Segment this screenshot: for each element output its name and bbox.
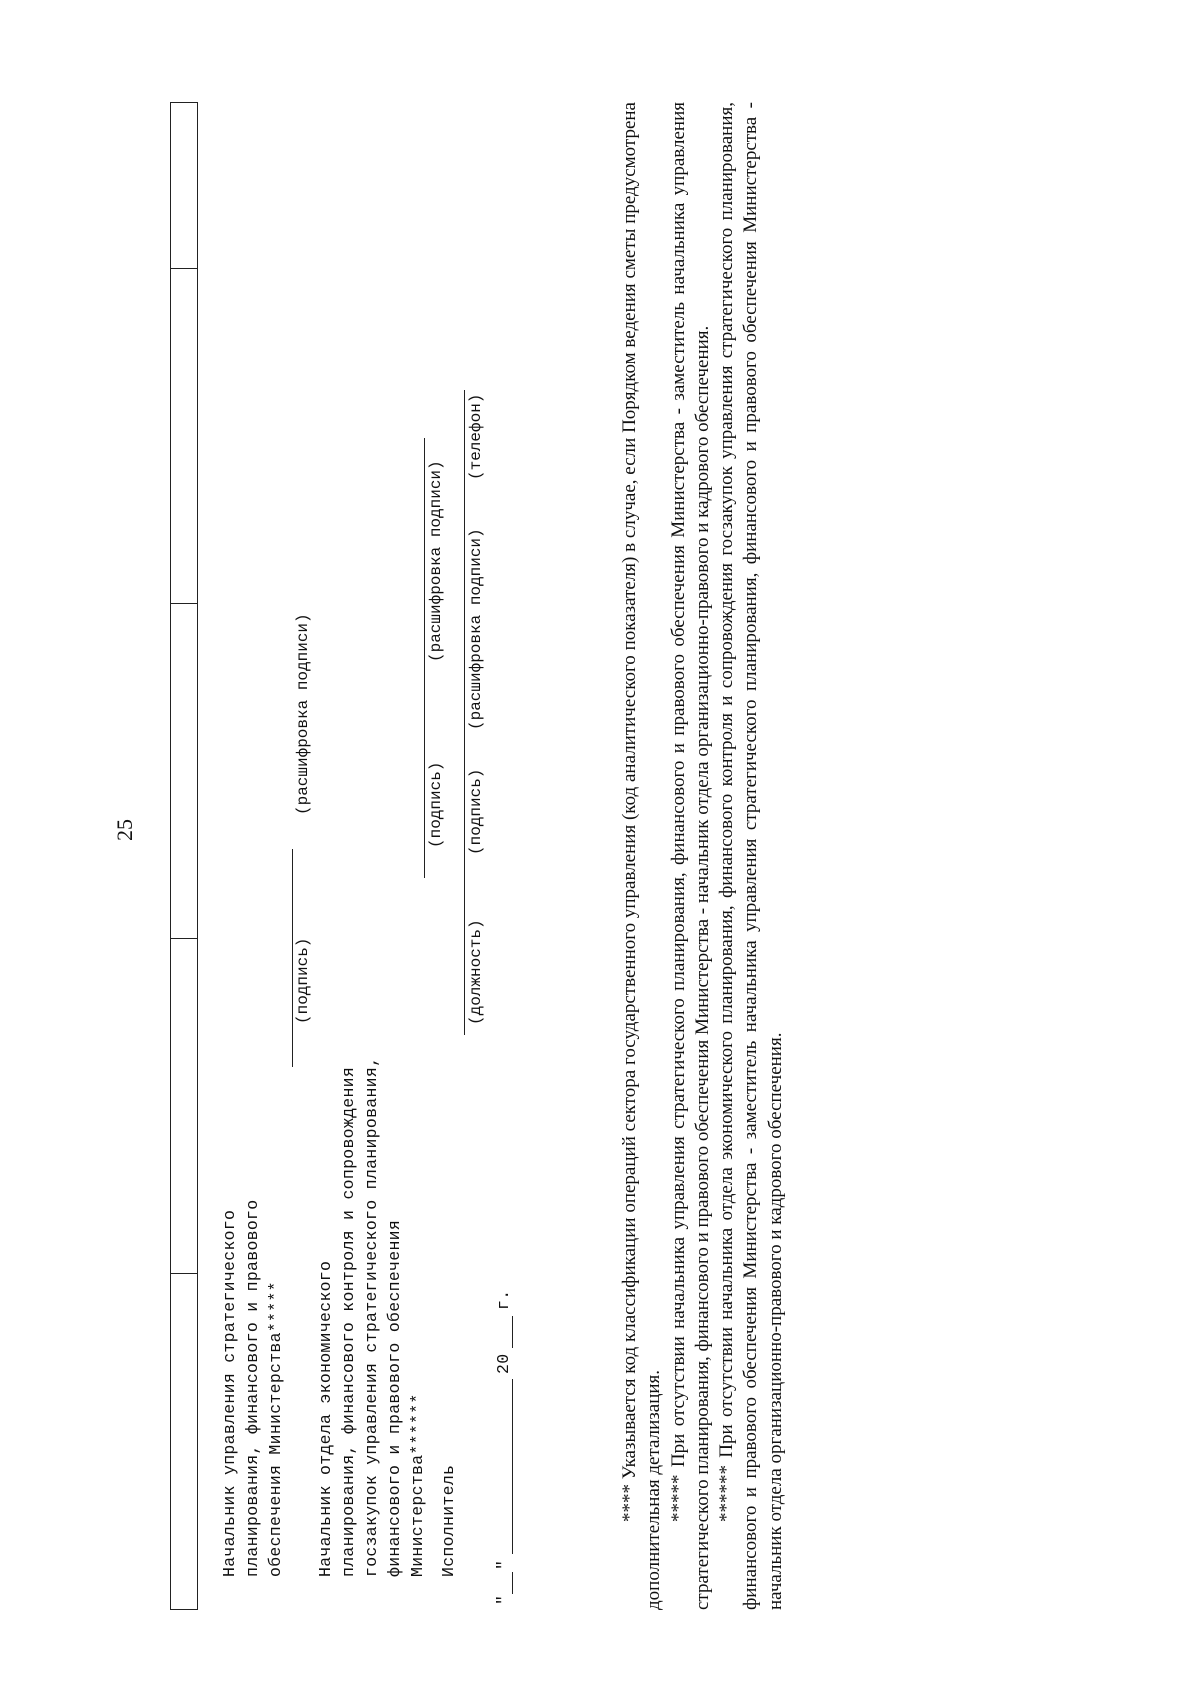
date-quote-open: " (494, 1594, 513, 1605)
table-column-divider (171, 603, 197, 604)
signature-caption: (подпись) (294, 937, 312, 1024)
signature-title-line: планирования, финансового и правового (243, 1199, 262, 1577)
signature-line (292, 849, 293, 1067)
position-caption: (должность) (467, 919, 485, 1025)
phone-line (464, 390, 465, 487)
signature-block-head-of-department (218, 1200, 287, 1577)
executor-decoding-caption: (расшифровка подписи) (467, 528, 485, 730)
signature-title-line: Начальник управления стратегического (220, 1209, 239, 1577)
decoding-caption: (расшифровка подписи) (294, 613, 312, 815)
executor-decoding-line (464, 487, 465, 742)
signature-caption: (подпись) (427, 761, 445, 848)
executor-label: Исполнитель (439, 1464, 458, 1577)
table-strip (170, 102, 198, 1610)
year-prefix: 20 (494, 1353, 513, 1374)
footnote-5-stars: ***** При отсутствии начальника управления стратегического планирования, финансового и правового обеспечения Министерства - заместитель начальника управления стратегического планирования, финансового и правового обеспечения Министерства - начальник отдела организационно-правового и кадрового обеспечения. (667, 102, 713, 1610)
date-line (488, 1190, 518, 1610)
position-line (464, 872, 465, 1035)
page-number: 25 (112, 819, 137, 841)
footnote-6-stars: ****** При отсутствии начальника отдела экономического планирования, финансового контроля и сопровождения госзакупок управления стратегического планирования, финансового и правового обеспечения Министерства - заместитель начальника управления стратегического планирования, финансового и правового обеспечения Министерства - начальник отдела организационно-правового и кадрового обеспечения. (716, 102, 786, 1610)
signature-block-head-of-division (314, 1057, 429, 1577)
signature-line (424, 700, 425, 878)
signature-title-line: обеспечения Министерства***** (266, 1281, 285, 1577)
phone-caption: (телефон) (467, 393, 485, 480)
signature-title-line: госзакупок управления стратегического планирования, (362, 1056, 381, 1577)
month-blank-line (512, 1379, 513, 1554)
decoding-caption: (расшифровка подписи) (427, 460, 445, 662)
footnote-4-stars: **** Указывается код классификации операций сектора государственного управления (код аналитического показателя) в случае, если Порядком ведения сметы предусмотрена дополнительная детализация. (619, 102, 665, 1610)
signature-title-line: финансового и правового обеспечения (385, 1219, 404, 1577)
executor-signature-line (464, 742, 465, 872)
executor-signature-caption: (подпись) (467, 768, 485, 855)
rotated-page-content (170, 100, 820, 1610)
footnotes (618, 102, 788, 1610)
year-suffix: г. (494, 1289, 513, 1310)
decoding-line (424, 438, 425, 700)
table-column-divider (171, 268, 197, 269)
date-quote-close: " (494, 1559, 513, 1570)
table-column-divider (171, 938, 197, 939)
table-column-divider (171, 1273, 197, 1274)
signature-title-line: Министерства****** (408, 1393, 427, 1577)
year-blank-line (512, 1316, 513, 1348)
signature-title-line: Начальник отдела экономического (316, 1260, 335, 1577)
day-blank-line (512, 1572, 513, 1594)
signature-title-line: планирования, финансового контроля и сопровождения (339, 1066, 358, 1577)
